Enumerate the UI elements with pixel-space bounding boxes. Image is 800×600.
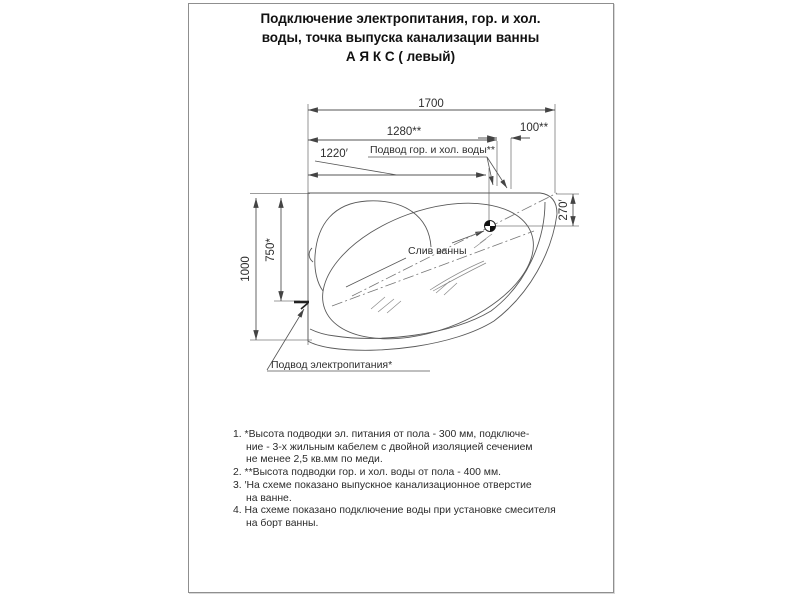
note-line: 1. *Высота подводки эл. питания от пола - 300 мм, подключе- [233,429,530,440]
dim-1000-label: 1000 [240,256,252,282]
note-line: не менее 2,5 кв.мм по меди. [246,454,383,466]
water-supply-label: Подвод гор. и хол. воды** [370,144,495,156]
power-point-icon [294,302,309,309]
title-line-2: воды, точка выпуска канализации ванны [261,30,540,45]
note-line: ние - 3-х жильным кабелем с двойной изоляцией сечением [246,441,533,453]
note-line: 4. На схеме показано подключение воды при установке смесителя [233,505,556,517]
dim-1220-label: 1220′ [320,148,348,160]
note-line: на борт ванны. [246,517,319,529]
drain-label: Слив ванны [408,245,467,257]
dim-750-label: 750* [265,238,277,262]
note-line: на ванне. [246,492,292,504]
drain-point-icon [485,221,496,232]
title-line-3: А Я К С ( левый) [345,49,456,64]
dim-270-label: 270′ [558,199,570,221]
title-line-1: Подключение электропитания, гор. и хол. [260,11,541,26]
note-line: 2. **Высота подводки гор. и хол. воды от пола - 400 мм. [233,467,501,479]
tub-edge-notch [309,248,313,262]
power-supply-label: Подвод электропитания* [271,359,393,371]
dim-1700-label: 1700 [418,98,444,110]
tub-outer-outline [308,193,557,350]
dim-100-label: 100** [519,122,549,134]
note-line: 3. ′На схеме показано выпускное канализационное отверстие [233,479,532,491]
dim-1280-label: 1280** [386,126,422,138]
footnotes-block [233,429,573,531]
